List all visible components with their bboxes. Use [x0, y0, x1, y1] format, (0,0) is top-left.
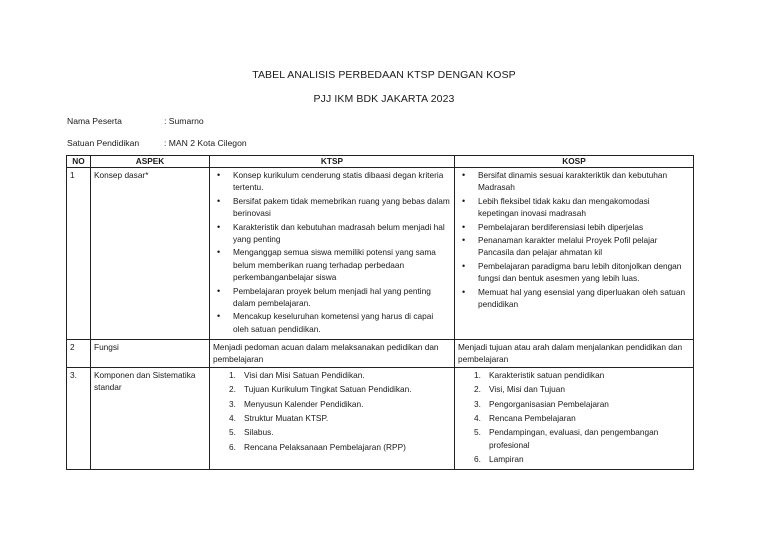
list-item: [458, 369, 690, 381]
item-text: Rencana Pembelajaran: [489, 413, 576, 424]
list-item: [213, 412, 451, 424]
document-title: TABEL ANALISIS PERBEDAAN KTSP DENGAN KOSP: [252, 69, 516, 81]
item-text: Visi dan Misi Satuan Pendidikan.: [244, 369, 365, 380]
item-number: 4.: [474, 413, 481, 424]
item-text: Pendampingan, evaluasi, dan pengembangan profesional: [489, 427, 659, 450]
item-text: Pengorganisasian Pembelajaran: [489, 398, 609, 409]
list-item: [458, 412, 690, 424]
item-number: 5.: [474, 427, 481, 438]
list-item: • Konsep kurikulum cenderung statis dibaasi degan kriteria tertentu.: [213, 169, 451, 194]
row-aspect: Komponen dan Sistematika standar: [91, 367, 210, 469]
item-text: Rencana Pelaksanaan Pembelajaran (RPP): [244, 441, 406, 452]
ktsp-cell: Menjadi pedoman acuan dalam melaksanakan pedidikan dan pembelajaran: [210, 340, 455, 368]
ktsp-cell: [210, 168, 455, 340]
list-item: [458, 426, 690, 451]
row-number: 3.: [67, 367, 91, 469]
meta-label: Nama Peserta: [67, 116, 122, 126]
list-item: • Pembelajaran paradigma baru lebih ditonjolkan dengan fungsi dan bentuk asesmen yang lebih luas.: [458, 260, 690, 285]
item-number: 4.: [229, 413, 236, 424]
document-subtitle: PJJ IKM BDK JAKARTA 2023: [313, 93, 455, 105]
row-number: 1: [67, 168, 91, 340]
item-number: 1.: [474, 369, 481, 380]
item-text: Tujuan Kurikulum Tingkat Satuan Pendidikan.: [244, 384, 412, 395]
table-row: [67, 168, 694, 340]
list-item: • Bersifat dinamis sesuai karakteriktik dan kebutuhan Madrasah: [458, 169, 690, 194]
row-aspect: Fungsi: [91, 340, 210, 368]
meta-label: Satuan Pendidikan: [67, 138, 140, 148]
kosp-cell: [455, 168, 694, 340]
list-item: [213, 383, 451, 395]
item-number: 2.: [474, 384, 481, 395]
item-number: 6.: [474, 454, 481, 465]
row-aspect: Konsep dasar*: [91, 168, 210, 340]
kosp-bullet-list: [458, 169, 690, 310]
list-item: [213, 369, 451, 381]
item-number: 1.: [229, 369, 236, 380]
list-item: [213, 441, 451, 453]
kosp-cell: Menjadi tujuan atau arah dalam menjalankan pendidikan dan pembelajaran: [455, 340, 694, 368]
meta-participant: [67, 116, 204, 126]
list-item: [458, 383, 690, 395]
item-number: 2.: [229, 384, 236, 395]
comparison-table: [66, 155, 694, 470]
item-text: Karakteristik satuan pendidikan: [489, 369, 605, 380]
list-item: [458, 398, 690, 410]
item-text: Lampiran: [489, 454, 524, 465]
list-item: • Memuat hal yang esensial yang diperluakan oleh satuan pendidikan: [458, 286, 690, 311]
item-text: Visi, Misi dan Tujuan: [489, 384, 565, 395]
header-no: NO: [67, 156, 91, 168]
list-item: • Mencakup keseluruhan kometensi yang harus di capai oleh satuan pendidikan.: [213, 310, 451, 335]
list-item: • Karakteristik dan kebutuhan madrasah belum menjadi hal yang penting: [213, 221, 451, 246]
item-text: Silabus.: [244, 427, 274, 438]
ktsp-numbered-list: [213, 369, 451, 453]
ktsp-cell: [210, 367, 455, 469]
item-text: Menyusun Kalender Pendidikan.: [244, 398, 364, 409]
table-row: [67, 340, 694, 368]
item-text: Struktur Muatan KTSP.: [244, 413, 329, 424]
item-number: 3.: [229, 398, 236, 409]
table-row: [67, 367, 694, 469]
list-item: • Menganggap semua siswa memiliki potensi yang sama belum memberikan ruang terhadap perbedaan perkembanganbelajar siswa: [213, 246, 451, 283]
meta-value: : MAN 2 Kota Cilegon: [164, 138, 247, 148]
item-number: 5.: [229, 427, 236, 438]
ktsp-bullet-list: [213, 169, 451, 335]
kosp-numbered-list: [458, 369, 690, 466]
list-item: • Penanaman karakter melalui Proyek Pofil pelajar Pancasila dan pelajar ahmatan kil: [458, 234, 690, 259]
list-item: [458, 453, 690, 465]
header-aspek: ASPEK: [91, 156, 210, 168]
header-kosp: KOSP: [455, 156, 694, 168]
table-header-row: [67, 156, 694, 168]
list-item: • Pembelajaran proyek belum menjadi hal yang penting dalam pembelajaran.: [213, 285, 451, 310]
meta-value: : Sumarno: [164, 116, 204, 126]
item-number: 3.: [474, 398, 481, 409]
list-item: [213, 426, 451, 438]
header-ktsp: KTSP: [210, 156, 455, 168]
meta-school: [67, 138, 247, 148]
kosp-cell: [455, 367, 694, 469]
list-item: [213, 398, 451, 410]
list-item: • Bersifat pakem tidak memebrikan ruang yang bebas dalam berinovasi: [213, 195, 451, 220]
item-number: 6.: [229, 441, 236, 452]
list-item: • Pembelajaran berdiferensiasi lebih diperjelas: [458, 221, 690, 233]
row-number: 2: [67, 340, 91, 368]
list-item: • Lebih fleksibel tidak kaku dan mengakomodasi kepetingan inovasi madrasah: [458, 195, 690, 220]
